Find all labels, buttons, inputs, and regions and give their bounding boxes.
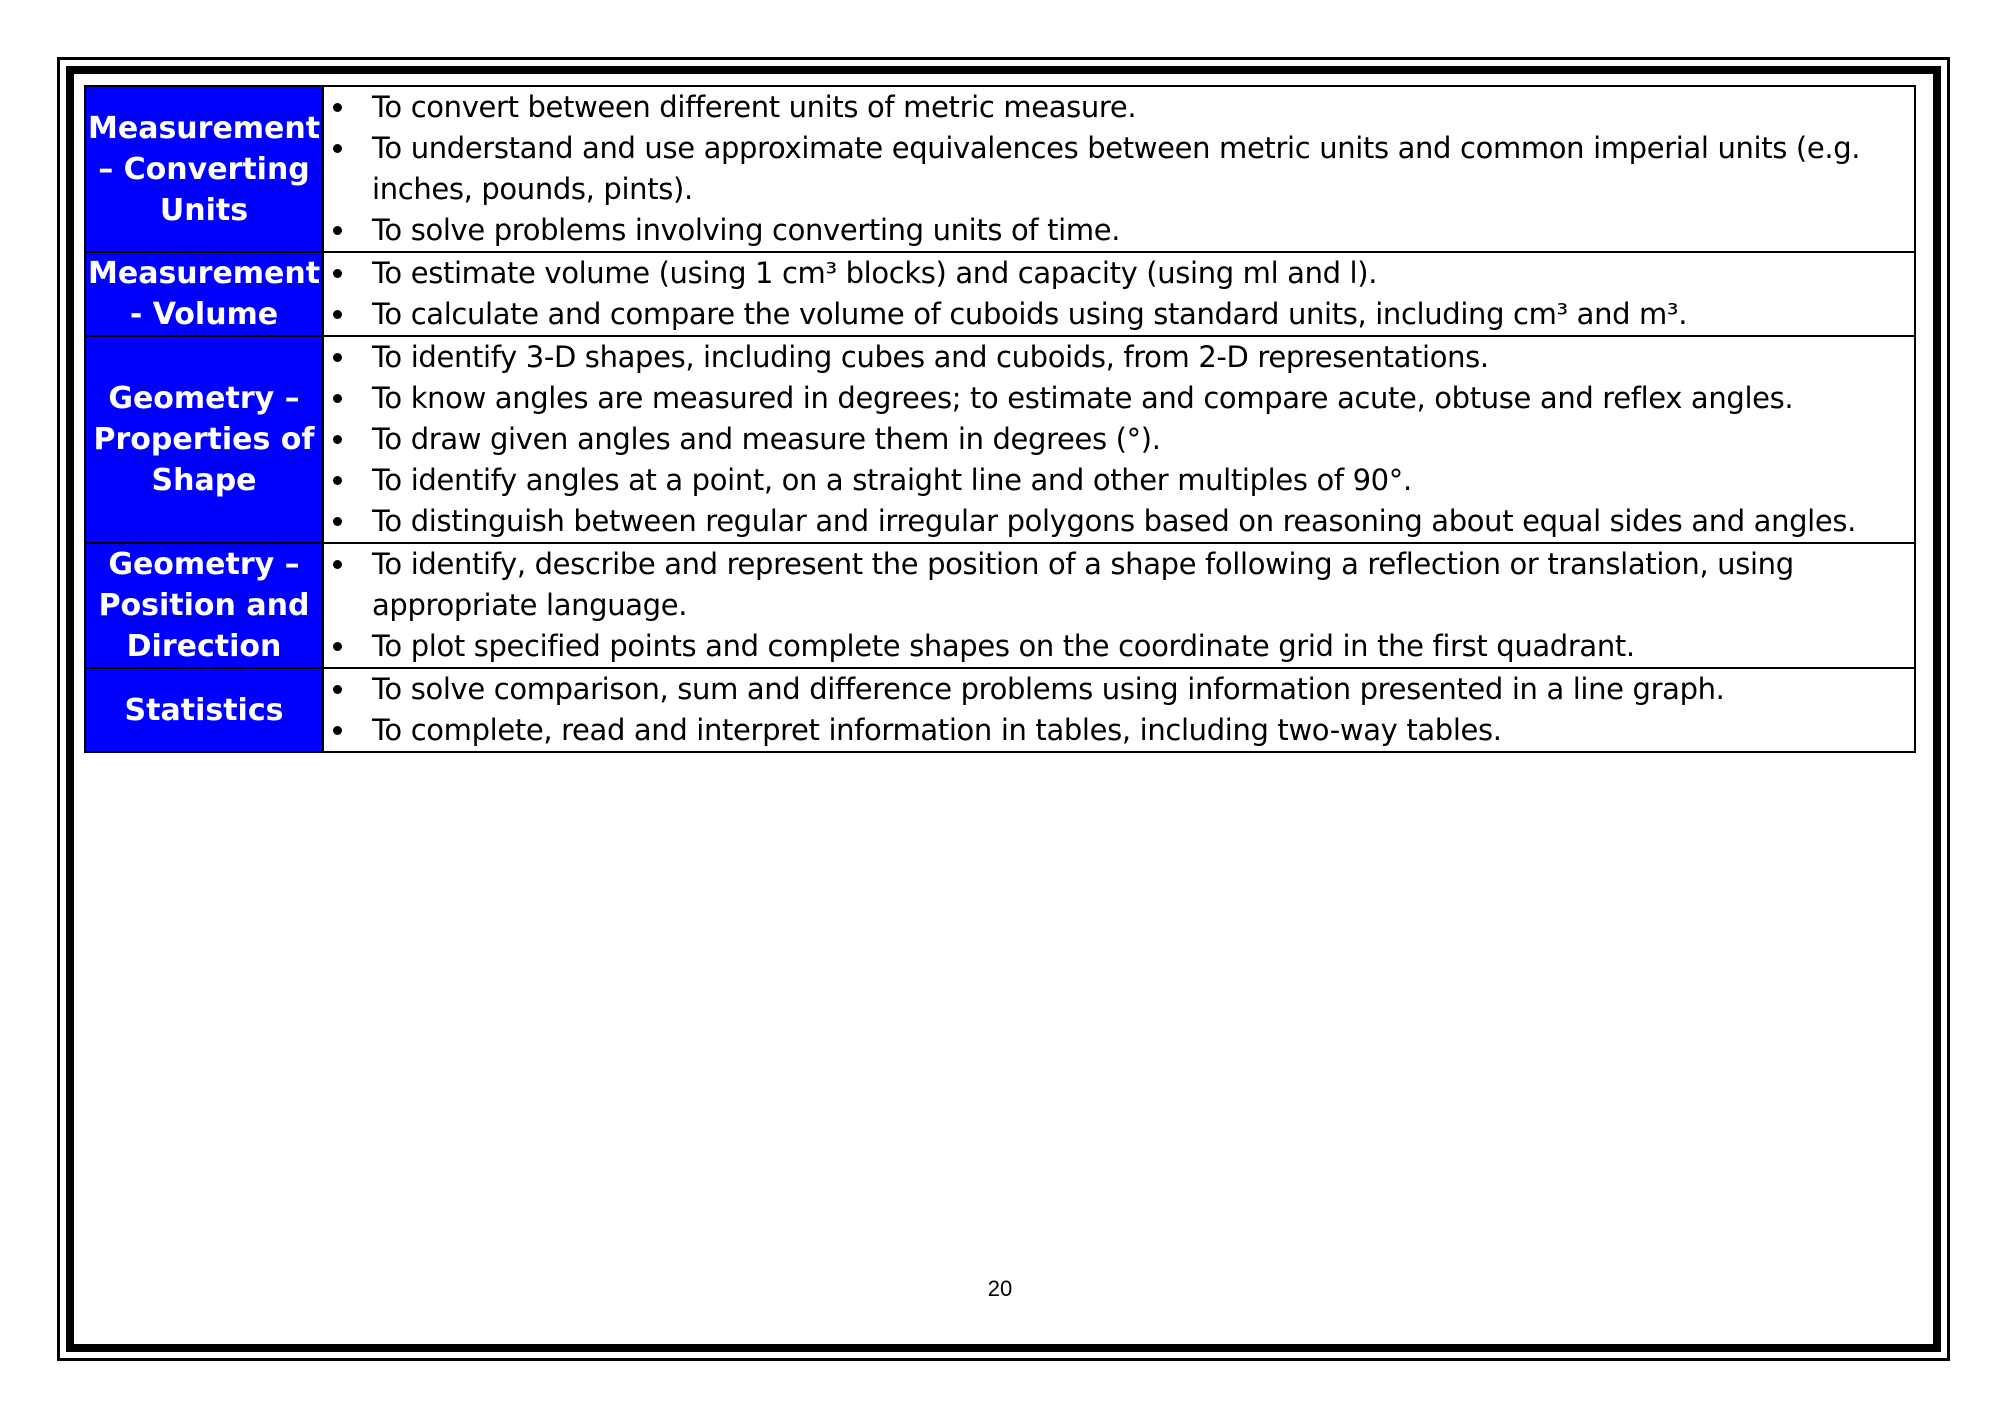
list-item: [324, 460, 1914, 501]
page-number: 20: [987, 1276, 1013, 1301]
objective-text: To identify, describe and represent the position of a shape following a reflection or translation, using appropriate language.: [372, 547, 1794, 622]
bullet-icon: [333, 144, 342, 153]
list-item: [324, 710, 1914, 751]
bullet-icon: [333, 517, 342, 526]
objectives-cell: [323, 252, 1915, 336]
list-item: [324, 87, 1914, 128]
objective-text: To complete, read and interpret information in tables, including two-way tables.: [372, 713, 1502, 747]
table-row: [85, 86, 1915, 252]
topic-cell: [85, 86, 323, 252]
objective-text: To solve comparison, sum and difference problems using information presented in a line graph.: [372, 672, 1725, 706]
topic-cell: [85, 543, 323, 668]
topic-label: Geometry – Position and Direction: [98, 547, 310, 664]
objectives-table: [84, 85, 1916, 753]
objective-text: To draw given angles and measure them in degrees (°).: [372, 422, 1161, 456]
bullet-icon: [333, 269, 342, 278]
objectives-cell: [323, 336, 1915, 543]
bullet-icon: [333, 353, 342, 362]
list-item: [324, 294, 1914, 335]
objective-list: [324, 544, 1914, 667]
table-row: [85, 543, 1915, 668]
list-item: [324, 128, 1914, 210]
list-item: [324, 210, 1914, 251]
topic-label: Measurement – Converting Units: [88, 110, 321, 228]
objective-text: To identify 3-D shapes, including cubes and cuboids, from 2-D representations.: [372, 340, 1489, 374]
topic-cell: [85, 668, 323, 752]
objective-text: To plot specified points and complete shapes on the coordinate grid in the first quadrant.: [372, 629, 1635, 663]
list-item: [324, 253, 1914, 294]
bullet-icon: [333, 435, 342, 444]
topic-label: Measurement - Volume: [88, 256, 321, 332]
list-item: [324, 337, 1914, 378]
objective-text: To identify angles at a point, on a straight line and other multiples of 90°.: [372, 463, 1412, 497]
list-item: [324, 419, 1914, 460]
objective-list: [324, 87, 1914, 251]
objective-list: [324, 253, 1914, 335]
table-row: [85, 336, 1915, 543]
table-row: [85, 668, 1915, 752]
topic-cell: [85, 336, 323, 543]
bullet-icon: [333, 476, 342, 485]
topic-label: Statistics: [124, 692, 284, 728]
objective-text: To calculate and compare the volume of cuboids using standard units, including cm³ and m³.: [372, 297, 1688, 331]
topic-label: Geometry – Properties of Shape: [93, 381, 315, 498]
objective-text: To convert between different units of metric measure.: [372, 90, 1137, 124]
list-item: [324, 378, 1914, 419]
list-item: [324, 669, 1914, 710]
objectives-cell: [323, 668, 1915, 752]
objective-list: [324, 669, 1914, 751]
objective-list: [324, 337, 1914, 542]
objectives-cell: [323, 86, 1915, 252]
bullet-icon: [333, 310, 342, 319]
bullet-icon: [333, 394, 342, 403]
objective-text: To understand and use approximate equivalences between metric units and common imperial units (e.g. inches, pounds, pints).: [372, 131, 1861, 206]
objective-text: To solve problems involving converting units of time.: [372, 213, 1121, 247]
bullet-icon: [333, 226, 342, 235]
objective-text: To estimate volume (using 1 cm³ blocks) and capacity (using ml and l).: [372, 256, 1378, 290]
list-item: [324, 626, 1914, 667]
objective-text: To know angles are measured in degrees; to estimate and compare acute, obtuse and reflex angles.: [372, 381, 1794, 415]
bullet-icon: [333, 103, 342, 112]
topic-cell: [85, 252, 323, 336]
bullet-icon: [333, 642, 342, 651]
list-item: [324, 501, 1914, 542]
bullet-icon: [333, 726, 342, 735]
list-item: [324, 544, 1914, 626]
table-row: [85, 252, 1915, 336]
objective-text: To distinguish between regular and irregular polygons based on reasoning about equal sides and angles.: [372, 504, 1857, 538]
bullet-icon: [333, 685, 342, 694]
bullet-icon: [333, 560, 342, 569]
objectives-cell: [323, 543, 1915, 668]
